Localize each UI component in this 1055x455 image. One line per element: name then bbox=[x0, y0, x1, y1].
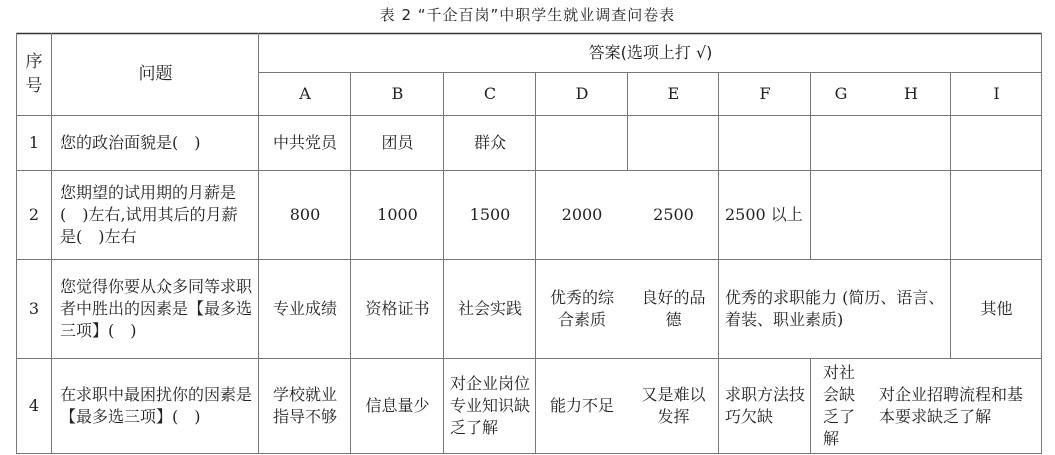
header-option-f: F bbox=[759, 83, 771, 103]
answer-3-d[interactable]: 优秀的综合素质 bbox=[549, 287, 614, 329]
header-option-i: I bbox=[993, 83, 1000, 103]
table-row-2-question: 您期望的试用期的月薪是( )左右,试用其后的月薪是( )左右 bbox=[60, 182, 238, 246]
table-row-1-question: 您的政治面貌是( ) bbox=[60, 132, 201, 152]
answer-2-e[interactable]: 2500 bbox=[653, 204, 694, 224]
answer-1-a[interactable]: 中共党员 bbox=[272, 132, 337, 152]
header-seq bbox=[16, 33, 52, 115]
table-row-4-num: 4 bbox=[28, 396, 40, 415]
header-seq-label: 序号 bbox=[25, 52, 43, 96]
answer-3-c[interactable]: 社会实践 bbox=[457, 298, 522, 318]
answer-3-e[interactable]: 良好的品德 bbox=[641, 287, 706, 329]
answer-2-b[interactable]: 1000 bbox=[377, 204, 418, 224]
answer-1-b[interactable]: 团员 bbox=[381, 132, 414, 152]
answer-1-c[interactable]: 群众 bbox=[473, 132, 506, 152]
answer-3-f[interactable]: 优秀的求职能力 (简历、语言、着装、职业素质) bbox=[725, 287, 945, 329]
header-option-e: E bbox=[667, 83, 680, 103]
answer-4-e[interactable]: 又是难以发挥 bbox=[641, 385, 706, 426]
answer-3-i[interactable]: 其他 bbox=[980, 298, 1013, 318]
table-row-3-num: 3 bbox=[28, 298, 40, 318]
header-option-h: H bbox=[904, 83, 918, 103]
header-option-a: A bbox=[299, 83, 311, 103]
table-row-3-question: 您觉得你要从众多同等求职者中胜出的因素是【最多选三项】( ) bbox=[60, 276, 253, 340]
header-option-c: C bbox=[483, 83, 497, 103]
table-row-4-question: 在求职中最困扰你的因素是【最多选三项】( ) bbox=[60, 385, 253, 426]
answer-4-d[interactable]: 能力不足 bbox=[549, 396, 614, 415]
answer-3-b[interactable]: 资格证书 bbox=[365, 298, 430, 318]
table-caption: 表 2 “千企百岗”中职学生就业调查问卷表 bbox=[379, 6, 676, 24]
header-option-d: D bbox=[575, 83, 589, 103]
answer-4-g[interactable]: 对社会缺乏了解 bbox=[823, 363, 856, 448]
header-question: 问题 bbox=[138, 64, 173, 84]
answer-2-c[interactable]: 1500 bbox=[469, 204, 511, 224]
header-answer: 答案(选项上打 √) bbox=[588, 42, 713, 62]
answer-2-d[interactable]: 2000 bbox=[561, 204, 603, 224]
answer-2-f[interactable]: 2500 以上 bbox=[725, 204, 803, 224]
answer-4-h[interactable]: 对企业招聘流程和基本要求缺乏了解 bbox=[879, 385, 1024, 426]
table-row-2-num: 2 bbox=[28, 204, 40, 224]
answer-3-a[interactable]: 专业成绩 bbox=[272, 298, 337, 318]
answer-4-c[interactable]: 对企业岗位专业知识缺乏了解 bbox=[450, 374, 531, 437]
table-row-1-num: 1 bbox=[28, 132, 40, 152]
answer-4-f[interactable]: 求职方法技巧欠缺 bbox=[725, 385, 806, 426]
answer-4-a[interactable]: 学校就业指导不够 bbox=[272, 385, 337, 426]
answer-4-b[interactable]: 信息量少 bbox=[365, 396, 430, 415]
answer-2-a[interactable]: 800 bbox=[289, 204, 321, 224]
header-option-g: G bbox=[834, 83, 848, 103]
header-option-b: B bbox=[391, 83, 404, 103]
